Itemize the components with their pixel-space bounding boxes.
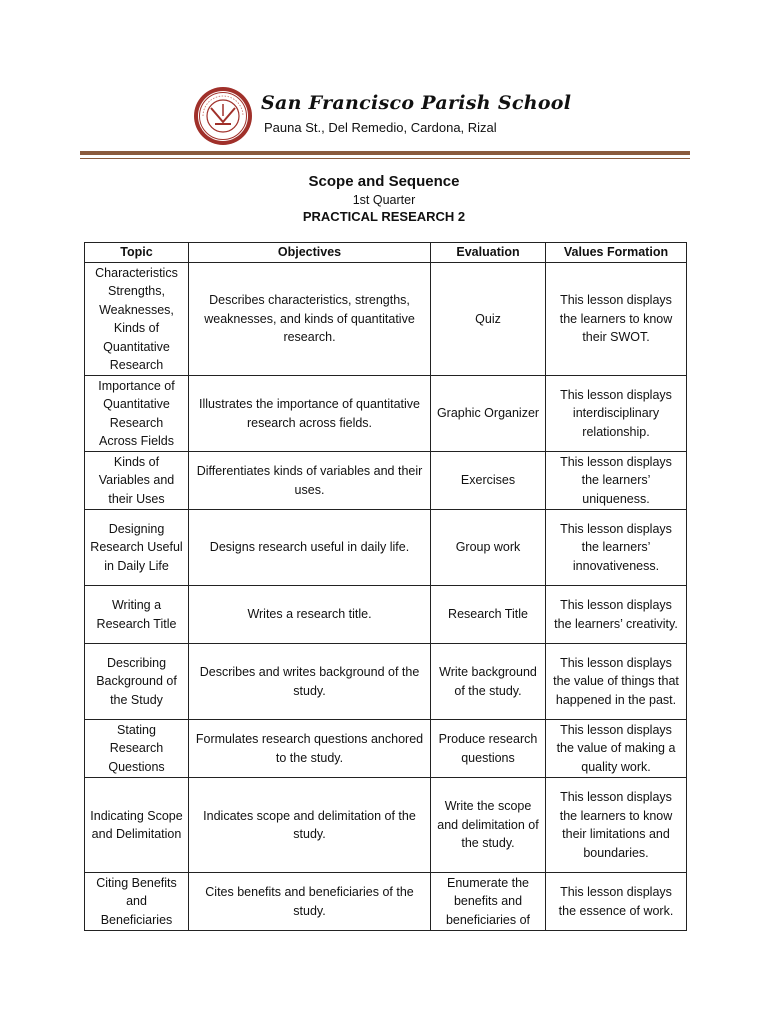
- table-row: [85, 778, 687, 873]
- evaluation-cell: Group work: [431, 510, 546, 586]
- topic-cell: Citing Benefits and Beneficiaries: [85, 873, 189, 931]
- school-name: San Francisco Parish School: [261, 92, 572, 114]
- values-cell: This lesson displays the essence of work.: [546, 873, 687, 931]
- evaluation-cell: Write background of the study.: [431, 644, 546, 720]
- objective-cell: Differentiates kinds of variables and their uses.: [189, 452, 431, 510]
- table-row: [85, 720, 687, 778]
- values-cell: This lesson displays the learners to know their limitations and boundaries.: [546, 778, 687, 873]
- values-cell: This lesson displays the value of making a quality work.: [546, 720, 687, 778]
- table-row: [85, 376, 687, 452]
- topic-cell: Kinds of Variables and their Uses: [85, 452, 189, 510]
- evaluation-cell: Produce research questions: [431, 720, 546, 778]
- topic-cell: Indicating Scope and Delimitation: [85, 778, 189, 873]
- table-row: [85, 586, 687, 644]
- header-divider-thin: [80, 158, 690, 159]
- evaluation-cell: Research Title: [431, 586, 546, 644]
- school-seal-icon: [193, 86, 253, 146]
- evaluation-cell: Write the scope and delimitation of the study.: [431, 778, 546, 873]
- header-values-formation: Values Formation: [546, 243, 687, 263]
- objective-cell: Describes and writes background of the study.: [189, 644, 431, 720]
- topic-cell: Describing Background of the Study: [85, 644, 189, 720]
- school-header: [0, 86, 768, 146]
- evaluation-cell: Quiz: [431, 263, 546, 376]
- evaluation-cell: Enumerate the benefits and beneficiaries of: [431, 873, 546, 931]
- values-cell: This lesson displays interdisciplinary relationship.: [546, 376, 687, 452]
- values-cell: This lesson displays the value of things that happened in the past.: [546, 644, 687, 720]
- document-title: Scope and Sequence: [308, 173, 460, 190]
- table-row: [85, 452, 687, 510]
- objective-cell: Formulates research questions anchored to the study.: [189, 720, 431, 778]
- header-objectives: Objectives: [189, 243, 431, 263]
- objective-cell: Describes characteristics, strengths, weaknesses, and kinds of quantitative research.: [189, 263, 431, 376]
- topic-cell: Stating Research Questions: [85, 720, 189, 778]
- table-row: [85, 263, 687, 376]
- values-cell: This lesson displays the learners’ creativity.: [546, 586, 687, 644]
- document-quarter: 1st Quarter: [352, 193, 416, 207]
- objective-cell: Designs research useful in daily life.: [189, 510, 431, 586]
- topic-cell: Designing Research Useful in Daily Life: [85, 510, 189, 586]
- objective-cell: Writes a research title.: [189, 586, 431, 644]
- table-row: [85, 510, 687, 586]
- table-header-row: [85, 243, 687, 263]
- objective-cell: Indicates scope and delimitation of the study.: [189, 778, 431, 873]
- header-divider: [80, 151, 690, 155]
- school-address: Pauna St., Del Remedio, Cardona, Rizal: [264, 120, 497, 135]
- topic-cell: Writing a Research Title: [85, 586, 189, 644]
- objective-cell: Cites benefits and beneficiaries of the study.: [189, 873, 431, 931]
- evaluation-cell: Graphic Organizer: [431, 376, 546, 452]
- header-evaluation: Evaluation: [431, 243, 546, 263]
- table-row: [85, 873, 687, 931]
- values-cell: This lesson displays the learners to know their SWOT.: [546, 263, 687, 376]
- topic-cell: Characteristics Strengths, Weaknesses, Kinds of Quantitative Research: [85, 263, 189, 376]
- scope-sequence-table: [84, 242, 687, 931]
- values-cell: This lesson displays the learners’ uniqueness.: [546, 452, 687, 510]
- table-row: [85, 644, 687, 720]
- values-cell: This lesson displays the learners’ innovativeness.: [546, 510, 687, 586]
- evaluation-cell: Exercises: [431, 452, 546, 510]
- topic-cell: Importance of Quantitative Research Across Fields: [85, 376, 189, 452]
- document-subject: PRACTICAL RESEARCH 2: [302, 209, 466, 224]
- header-topic: Topic: [85, 243, 189, 263]
- objective-cell: Illustrates the importance of quantitative research across fields.: [189, 376, 431, 452]
